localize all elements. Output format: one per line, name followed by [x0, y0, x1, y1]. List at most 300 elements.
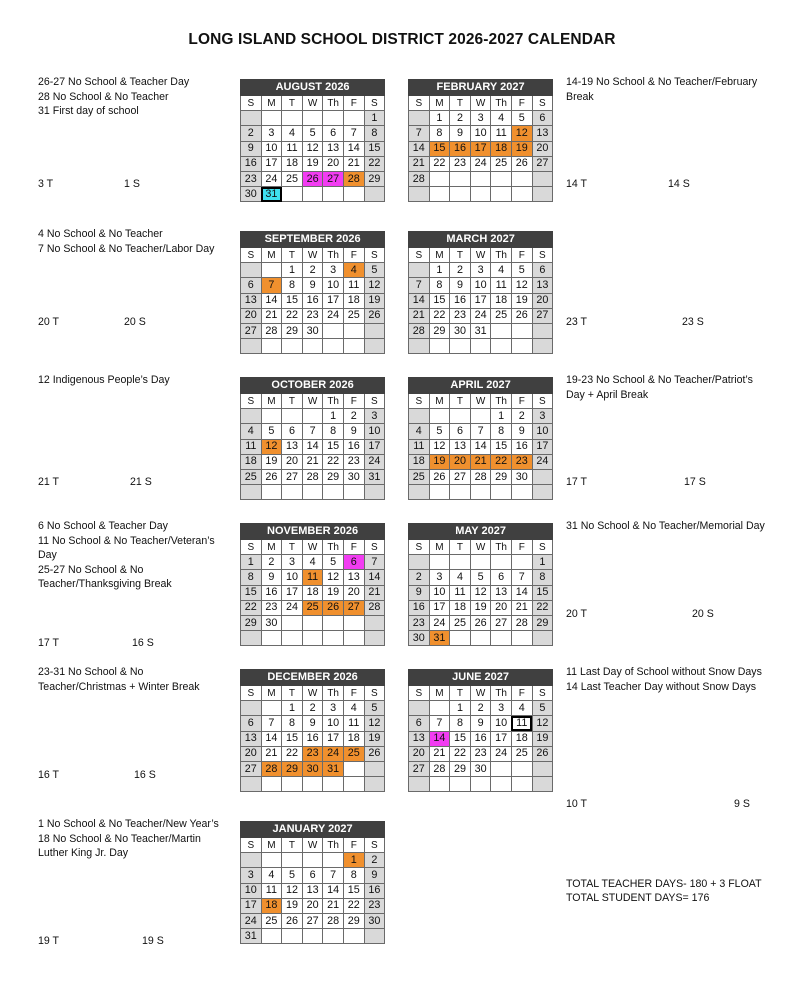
calendar-day: 20 — [409, 746, 430, 761]
calendar-day: 13 — [282, 439, 303, 454]
calendar-day: 28 — [261, 761, 282, 776]
empty-cell — [491, 323, 512, 338]
calendar-day: 21 — [343, 156, 364, 171]
calendar-day: 16 — [343, 439, 364, 454]
calendar-day: 7 — [261, 278, 282, 293]
calendar-day: 11 — [282, 141, 303, 156]
student-count-november: 16 S — [132, 637, 154, 649]
weekday-label: S — [532, 248, 553, 263]
calendar-day: 14 — [511, 585, 532, 600]
calendar-day: 11 — [241, 439, 262, 454]
calendar-day: 29 — [532, 615, 553, 630]
calendar-day: 19 — [302, 156, 323, 171]
student-count-may: 20 S — [692, 608, 714, 620]
calendar-day: 25 — [491, 156, 512, 171]
calendar-day: 2 — [470, 701, 491, 716]
calendar-day: 30 — [511, 469, 532, 484]
calendar-day: 1 — [323, 409, 344, 424]
weekday-label: S — [409, 540, 430, 555]
calendar-day: 11 — [450, 585, 471, 600]
calendar-day: 31 — [241, 929, 262, 944]
calendar-day: 28 — [302, 469, 323, 484]
weekday-label: S — [241, 394, 262, 409]
calendar-day: 3 — [470, 111, 491, 126]
totals — [566, 877, 762, 905]
calendar-day: 7 — [470, 424, 491, 439]
calendar-day: 26 — [282, 913, 303, 928]
empty-cell — [323, 187, 344, 202]
calendar-day: 4 — [511, 701, 532, 716]
calendar-day: 16 — [302, 731, 323, 746]
calendar-day: 5 — [302, 126, 323, 141]
empty-cell — [532, 187, 553, 202]
calendar-day: 22 — [450, 746, 471, 761]
calendar-day: 16 — [364, 883, 385, 898]
calendar-day: 6 — [241, 278, 262, 293]
calendar-day: 15 — [343, 883, 364, 898]
calendar-day: 23 — [261, 600, 282, 615]
weekday-label: T — [282, 394, 303, 409]
weekday-label: S — [409, 686, 430, 701]
empty-cell — [429, 701, 450, 716]
empty-cell — [282, 853, 303, 868]
calendar-day: 12 — [302, 141, 323, 156]
calendar-day: 15 — [429, 293, 450, 308]
calendar-day: 22 — [364, 156, 385, 171]
calendar-day: 2 — [241, 126, 262, 141]
calendar-day: 18 — [261, 898, 282, 913]
weekday-label: S — [364, 686, 385, 701]
calendar-day: 14 — [261, 293, 282, 308]
weekday-label: W — [470, 394, 491, 409]
calendar-day: 16 — [302, 293, 323, 308]
note-line: 28 No School & No Teacher — [38, 90, 169, 103]
calendar-day: 3 — [364, 409, 385, 424]
calendar-day: 24 — [470, 156, 491, 171]
empty-cell — [450, 777, 471, 792]
calendar-day: 18 — [343, 731, 364, 746]
weekday-label: W — [302, 96, 323, 111]
calendar-day: 13 — [532, 126, 553, 141]
empty-cell — [491, 631, 512, 646]
calendar-day: 9 — [302, 278, 323, 293]
calendar-day: 13 — [343, 570, 364, 585]
calendar-day: 29 — [323, 469, 344, 484]
calendar-day: 15 — [241, 585, 262, 600]
empty-cell — [323, 339, 344, 354]
calendar-day: 8 — [282, 278, 303, 293]
calendar-day: 23 — [470, 746, 491, 761]
calendar-day: 8 — [323, 424, 344, 439]
weekday-label: Th — [323, 96, 344, 111]
calendar-day: 24 — [241, 913, 262, 928]
calendar-day: 24 — [323, 746, 344, 761]
calendar-day: 6 — [532, 111, 553, 126]
calendar-day: 18 — [282, 156, 303, 171]
empty-cell — [511, 187, 532, 202]
calendar-day: 24 — [532, 454, 553, 469]
empty-cell — [302, 777, 323, 792]
calendar-day: 27 — [241, 761, 262, 776]
note-line: 23-31 No School & No Teacher/Christmas + Winter Break — [38, 666, 200, 693]
calendar-day: 14 — [343, 141, 364, 156]
note-line: 19-23 No School & No Teacher/Patriot’s Day + April Break — [566, 374, 753, 401]
teacher-count-august: 3 T — [38, 178, 54, 190]
calendar-day: 16 — [450, 293, 471, 308]
calendar-day: 15 — [429, 141, 450, 156]
calendar-day: 10 — [364, 424, 385, 439]
note-line: 11 No School & No Teacher/Veteran’s Day — [38, 534, 215, 562]
weekday-label: W — [302, 540, 323, 555]
calendar-day: 21 — [261, 308, 282, 323]
calendar-day: 3 — [323, 263, 344, 278]
calendar-day: 26 — [364, 308, 385, 323]
note-line: 25-27 No School & No Teacher/Thanksgiving Break — [38, 563, 172, 591]
weekday-label: Th — [323, 686, 344, 701]
calendar-day: 18 — [302, 585, 323, 600]
calendar-day: 8 — [450, 716, 471, 731]
calendar-day: 12 — [364, 716, 385, 731]
notes-august — [38, 75, 228, 119]
calendar-day: 23 — [343, 454, 364, 469]
calendar-day: 6 — [491, 570, 512, 585]
calendar-day: 22 — [323, 454, 344, 469]
calendar-day: 11 — [409, 439, 430, 454]
empty-cell — [261, 263, 282, 278]
empty-cell — [241, 853, 262, 868]
calendar-day: 16 — [470, 731, 491, 746]
empty-cell — [429, 339, 450, 354]
empty-cell — [409, 485, 430, 500]
calendar-day: 4 — [282, 126, 303, 141]
calendar-day: 9 — [343, 424, 364, 439]
weekday-label: M — [261, 838, 282, 853]
calendar-day: 11 — [491, 278, 512, 293]
weekday-label: M — [429, 394, 450, 409]
calendar-day: 7 — [302, 424, 323, 439]
calendar-day: 5 — [364, 263, 385, 278]
calendar-day: 14 — [470, 439, 491, 454]
calendar-day: 28 — [343, 171, 364, 186]
calendar-day: 8 — [429, 278, 450, 293]
weekday-label: Th — [491, 394, 512, 409]
empty-cell — [491, 761, 512, 776]
calendar-day: 26 — [302, 171, 323, 186]
calendar-day: 29 — [282, 323, 303, 338]
empty-cell — [302, 853, 323, 868]
weekday-label: M — [429, 540, 450, 555]
calendar-day: 6 — [409, 716, 430, 731]
calendar-day: 22 — [241, 600, 262, 615]
calendar-day: 4 — [409, 424, 430, 439]
calendar-day: 1 — [343, 853, 364, 868]
calendar-day: 2 — [511, 409, 532, 424]
calendar-day: 7 — [409, 278, 430, 293]
calendar-day: 18 — [491, 141, 512, 156]
empty-cell — [282, 485, 303, 500]
calendar-day: 27 — [323, 171, 344, 186]
calendar-day: 25 — [343, 746, 364, 761]
calendar-day: 27 — [532, 308, 553, 323]
weekday-label: Th — [491, 96, 512, 111]
note-line: 14 Last Teacher Day without Snow Days — [566, 680, 757, 693]
calendar-day: 30 — [261, 615, 282, 630]
weekday-label: F — [343, 838, 364, 853]
calendar-day: 31 — [429, 631, 450, 646]
calendar-day: 8 — [241, 570, 262, 585]
calendar-day: 25 — [241, 469, 262, 484]
weekday-label: F — [343, 96, 364, 111]
weekday-label: S — [241, 838, 262, 853]
weekday-label: S — [532, 96, 553, 111]
calendar-day: 22 — [343, 898, 364, 913]
calendar-day: 20 — [532, 293, 553, 308]
calendar-day: 30 — [364, 913, 385, 928]
weekday-label: W — [470, 686, 491, 701]
calendar-day: 3 — [282, 555, 303, 570]
calendar-day: 20 — [323, 156, 344, 171]
teacher-count-march: 23 T — [566, 316, 588, 328]
calendar-day: 2 — [450, 263, 471, 278]
calendar-day: 22 — [532, 600, 553, 615]
calendar-day: 22 — [491, 454, 512, 469]
calendar-day: 1 — [491, 409, 512, 424]
calendar-day: 17 — [323, 731, 344, 746]
calendar-day: 15 — [323, 439, 344, 454]
calendar-day: 22 — [429, 156, 450, 171]
total-teacher-days: TOTAL TEACHER DAYS- 180 + 3 FLOAT — [566, 878, 762, 890]
weekday-label: S — [532, 394, 553, 409]
note-line: 12 Indigenous People’s Day — [38, 374, 170, 386]
calendar-day: 22 — [282, 308, 303, 323]
calendar-day: 5 — [323, 555, 344, 570]
calendar-day: 21 — [470, 454, 491, 469]
empty-cell — [302, 929, 323, 944]
empty-cell — [409, 701, 430, 716]
empty-cell — [261, 111, 282, 126]
calendar-day: 20 — [282, 454, 303, 469]
empty-cell — [282, 777, 303, 792]
calendar-day: 21 — [409, 156, 430, 171]
empty-cell — [532, 323, 553, 338]
weekday-label: T — [282, 248, 303, 263]
calendar-day: 14 — [323, 883, 344, 898]
calendar-day: 22 — [282, 746, 303, 761]
calendar-day: 9 — [511, 424, 532, 439]
calendar-day: 17 — [282, 585, 303, 600]
empty-cell — [470, 187, 491, 202]
calendar-day: 19 — [511, 293, 532, 308]
empty-cell — [302, 409, 323, 424]
calendar-day: 1 — [364, 111, 385, 126]
calendar-day: 5 — [470, 570, 491, 585]
calendar-day: 30 — [241, 187, 262, 202]
empty-cell — [282, 187, 303, 202]
note-line: 7 No School & No Teacher/Labor Day — [38, 242, 215, 255]
calendar-day: 20 — [241, 308, 262, 323]
weekday-label: S — [364, 838, 385, 853]
calendar-day: 17 — [532, 439, 553, 454]
notes-june — [566, 665, 766, 694]
empty-cell — [470, 171, 491, 186]
calendar-day: 10 — [429, 585, 450, 600]
empty-cell — [302, 631, 323, 646]
notes-september — [38, 227, 228, 256]
empty-cell — [323, 485, 344, 500]
month-title: JANUARY 2027 — [241, 822, 385, 838]
calendar-day: 1 — [429, 111, 450, 126]
calendar-day: 29 — [491, 469, 512, 484]
calendar-day: 14 — [302, 439, 323, 454]
weekday-label: M — [429, 686, 450, 701]
calendar-day: 14 — [429, 731, 450, 746]
empty-cell — [261, 485, 282, 500]
empty-cell — [470, 409, 491, 424]
calendar-day: 12 — [364, 278, 385, 293]
empty-cell — [429, 555, 450, 570]
calendar-day: 26 — [511, 308, 532, 323]
month-title: DECEMBER 2026 — [241, 670, 385, 686]
empty-cell — [364, 187, 385, 202]
weekday-label: S — [532, 686, 553, 701]
empty-cell — [343, 615, 364, 630]
calendar-day: 4 — [491, 263, 512, 278]
teacher-count-september: 20 T — [38, 316, 60, 328]
calendar-day: 9 — [241, 141, 262, 156]
calendar-day: 23 — [511, 454, 532, 469]
calendar-day: 19 — [511, 141, 532, 156]
calendar-day: 4 — [491, 111, 512, 126]
weekday-label: T — [450, 540, 471, 555]
empty-cell — [261, 701, 282, 716]
calendar-day: 5 — [364, 701, 385, 716]
calendar-day: 24 — [364, 454, 385, 469]
calendar-day: 9 — [450, 278, 471, 293]
empty-cell — [241, 777, 262, 792]
weekday-label: S — [241, 540, 262, 555]
calendar-day: 13 — [532, 278, 553, 293]
calendar-day: 9 — [302, 716, 323, 731]
empty-cell — [409, 555, 430, 570]
calendar-day: 11 — [491, 126, 512, 141]
empty-cell — [323, 615, 344, 630]
empty-cell — [323, 929, 344, 944]
empty-cell — [429, 777, 450, 792]
calendar-day: 9 — [470, 716, 491, 731]
student-count-october: 21 S — [130, 476, 152, 488]
calendar-day: 10 — [261, 141, 282, 156]
calendar-day: 8 — [282, 716, 303, 731]
empty-cell — [261, 631, 282, 646]
empty-cell — [364, 761, 385, 776]
month-title: JUNE 2027 — [409, 670, 553, 686]
empty-cell — [511, 777, 532, 792]
calendar-day: 23 — [364, 898, 385, 913]
empty-cell — [343, 777, 364, 792]
calendar-day: 26 — [470, 615, 491, 630]
calendar-day: 12 — [429, 439, 450, 454]
weekday-label: S — [364, 394, 385, 409]
teacher-count-february: 14 T — [566, 178, 588, 190]
calendar-day: 26 — [323, 600, 344, 615]
calendar-day: 21 — [302, 454, 323, 469]
calendar-day: 17 — [491, 731, 512, 746]
calendar-day: 24 — [323, 308, 344, 323]
calendar-day: 12 — [323, 570, 344, 585]
weekday-label: Th — [323, 540, 344, 555]
teacher-count-april: 17 T — [566, 476, 588, 488]
calendar-day: 17 — [429, 600, 450, 615]
calendar-day: 19 — [429, 454, 450, 469]
calendar-day: 21 — [429, 746, 450, 761]
empty-cell — [323, 631, 344, 646]
weekday-label: M — [261, 686, 282, 701]
notes-may — [566, 519, 766, 534]
weekday-label: T — [282, 96, 303, 111]
calendar-day: 19 — [261, 454, 282, 469]
calendar-day: 30 — [409, 631, 430, 646]
note-line: 14-19 No School & No Teacher/February Break — [566, 76, 758, 103]
calendar-day: 11 — [511, 716, 532, 731]
weekday-label: W — [302, 686, 323, 701]
empty-cell — [450, 187, 471, 202]
empty-cell — [511, 761, 532, 776]
calendar-day: 6 — [323, 126, 344, 141]
empty-cell — [261, 339, 282, 354]
note-line: 31 First day of school — [38, 105, 139, 118]
note-line: 4 No School & No Teacher — [38, 228, 163, 240]
calendar-day: 27 — [241, 323, 262, 338]
calendar-day: 3 — [323, 701, 344, 716]
weekday-label: F — [343, 540, 364, 555]
calendar-day: 27 — [450, 469, 471, 484]
calendar-day: 5 — [532, 701, 553, 716]
calendar-day: 15 — [282, 731, 303, 746]
empty-cell — [302, 615, 323, 630]
calendar-may — [408, 523, 553, 646]
calendar-day: 23 — [409, 615, 430, 630]
weekday-label: Th — [323, 838, 344, 853]
calendar-day: 6 — [241, 716, 262, 731]
calendar-day: 2 — [343, 409, 364, 424]
calendar-day: 20 — [491, 600, 512, 615]
notes-february — [566, 75, 766, 104]
empty-cell — [282, 929, 303, 944]
calendar-day: 12 — [532, 716, 553, 731]
empty-cell — [409, 111, 430, 126]
calendar-day: 12 — [470, 585, 491, 600]
calendar-day: 2 — [302, 701, 323, 716]
empty-cell — [364, 485, 385, 500]
calendar-day: 1 — [429, 263, 450, 278]
calendar-day: 8 — [491, 424, 512, 439]
calendar-day: 8 — [343, 868, 364, 883]
weekday-label: F — [511, 686, 532, 701]
weekday-label: S — [364, 248, 385, 263]
weekday-label: S — [409, 96, 430, 111]
calendar-march — [408, 231, 553, 354]
calendar-day: 4 — [343, 701, 364, 716]
weekday-label: S — [364, 96, 385, 111]
calendar-day: 18 — [511, 731, 532, 746]
empty-cell — [261, 777, 282, 792]
calendar-day: 10 — [282, 570, 303, 585]
calendar-day: 2 — [364, 853, 385, 868]
calendar-day: 7 — [343, 126, 364, 141]
calendar-day: 20 — [532, 141, 553, 156]
empty-cell — [364, 777, 385, 792]
teacher-count-november: 17 T — [38, 637, 60, 649]
